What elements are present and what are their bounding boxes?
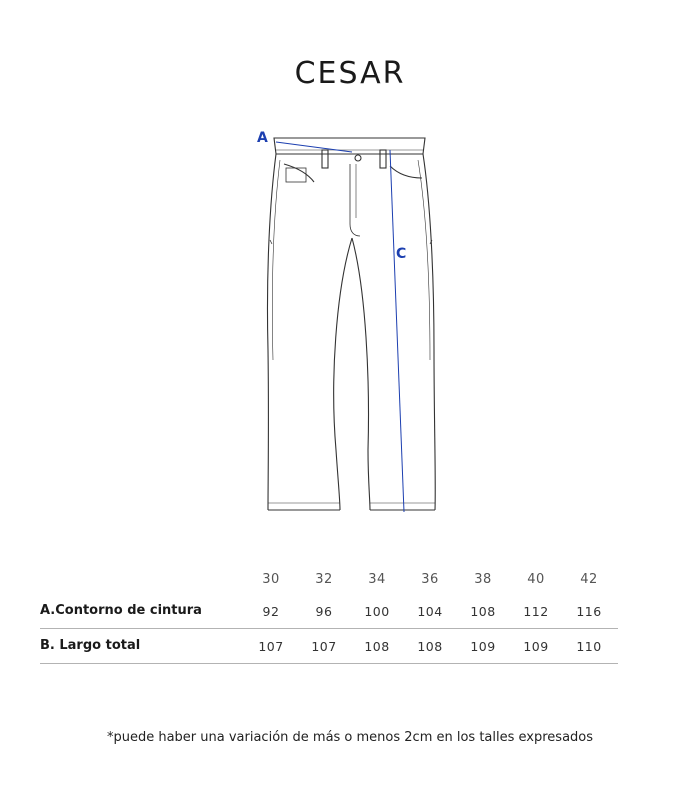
table-row-waist (40, 594, 618, 629)
product-title: CESAR (294, 56, 406, 91)
table-cell: 96 (315, 604, 333, 619)
row-label: A.Contorno de cintura (40, 603, 202, 618)
table-cell: 104 (417, 604, 443, 619)
pants-diagram (240, 120, 460, 520)
table-cell: 108 (470, 604, 496, 619)
table-cell: 110 (576, 639, 602, 654)
table-cell: 108 (364, 639, 390, 654)
size-variation-note: *puede haber una variación de más o menos 2cm en los talles expresados (106, 730, 594, 745)
table-cell: 107 (258, 639, 284, 654)
table-cell: 116 (576, 604, 602, 619)
table-cell: 92 (262, 604, 280, 619)
table-cell: 100 (364, 604, 390, 619)
size-header-cell: 42 (580, 572, 598, 587)
table-cell: 107 (311, 639, 337, 654)
marker-c-label: C (396, 246, 407, 262)
row-label: B. Largo total (40, 638, 141, 653)
size-header-cell: 32 (315, 572, 333, 587)
size-header-cell: 30 (262, 572, 280, 587)
marker-a-label: A (257, 130, 268, 146)
size-header-row (40, 568, 618, 594)
size-header-cell: 38 (474, 572, 492, 587)
table-cell: 108 (417, 639, 443, 654)
table-cell: 112 (523, 604, 549, 619)
size-header-cell: 36 (421, 572, 439, 587)
table-row-length (40, 629, 618, 664)
table-cell: 109 (470, 639, 496, 654)
table-cell: 109 (523, 639, 549, 654)
size-header-cell: 40 (527, 572, 545, 587)
size-chart-table (40, 568, 618, 664)
size-header-cell: 34 (368, 572, 386, 587)
